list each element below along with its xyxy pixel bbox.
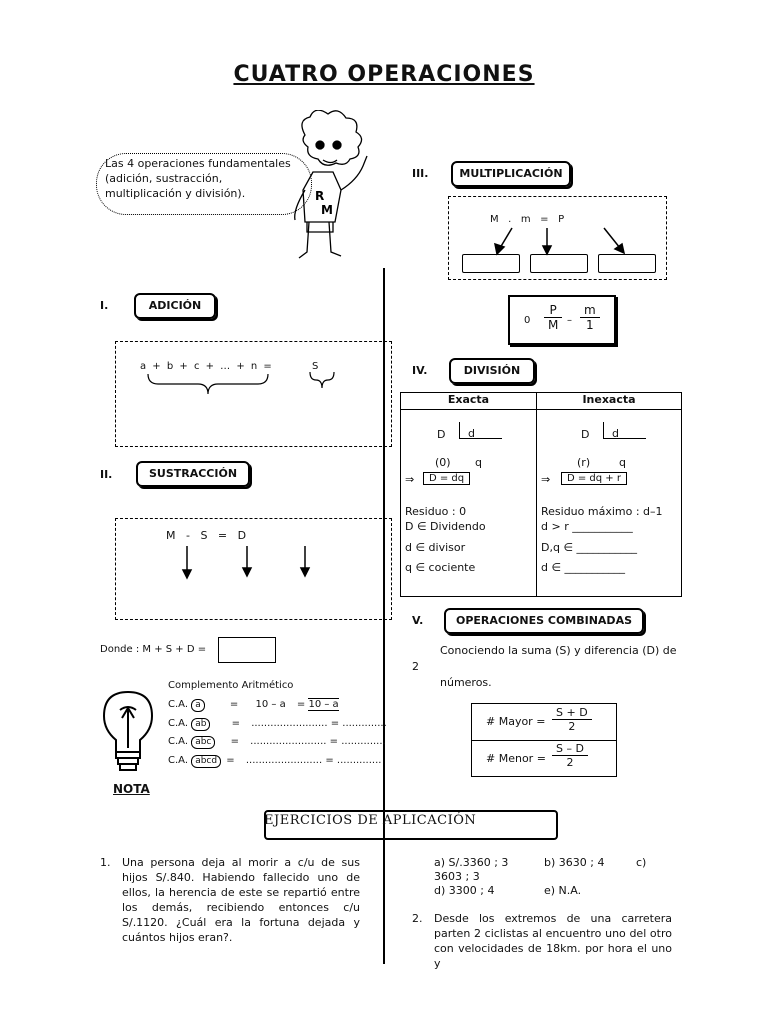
tag-combinadas: OPERACIONES COMBINADAS: [444, 608, 644, 634]
section-number-division: IV.: [412, 364, 428, 377]
answer-a: a) S/.3360 ; 3: [434, 856, 509, 869]
division-inexacta-cell: D d (r) q ⇒ D = dq + r Residuo máximo : d–1 d > r ___________ D,q ∈ ___________ d ∈ ___________: [537, 410, 682, 597]
intro-bubble: [96, 153, 312, 215]
implies-arrow-icon: ⇒: [541, 473, 551, 486]
multiplicacion-fraction-box: [508, 295, 616, 345]
multiplicacion-arrows: [460, 224, 660, 256]
lightbulb-icon: [98, 688, 158, 778]
implies-arrow-icon: ⇒: [405, 473, 415, 486]
tag-adicion: ADICIÓN: [134, 293, 216, 319]
intro-text: Las 4 operaciones fundamentales (adición, sustracción, multiplicación y división).: [105, 157, 291, 200]
complemento-row: C.A. abc = ........................ = ..............: [168, 736, 386, 747]
section-number-adicion: I.: [100, 299, 109, 312]
complemento-title: Complemento Aritmético: [168, 680, 294, 691]
division-exacta-cell: D d (0) q ⇒ D = dq Residuo : 0 D ∈ Dividendo d ∈ divisor q ∈ cociente: [401, 410, 537, 597]
tag-sustraccion: SUSTRACCIÓN: [136, 461, 250, 487]
combinadas-two: 2: [412, 660, 419, 673]
svg-text:M: M: [321, 203, 333, 217]
answer-d: d) 3300 ; 4: [434, 884, 495, 897]
combinadas-line2: números.: [440, 676, 492, 689]
page-title: CUATRO OPERACIONES: [233, 62, 535, 87]
adicion-result: S: [312, 361, 319, 372]
formula-exacta: D = dq: [423, 472, 470, 485]
complemento-row: C.A. ab = ........................ = ..............: [168, 717, 387, 729]
complemento-row: C.A. abcd = ........................ = ..............: [168, 754, 382, 766]
svg-text:R: R: [315, 189, 325, 203]
sustraccion-arrows: [175, 544, 315, 580]
combinadas-line1: Conociendo la suma (S) y diferencia (D) de: [440, 644, 677, 657]
producto-box[interactable]: [598, 254, 656, 273]
answer-c: c): [636, 856, 647, 869]
sustraccion-formula: M - S = D: [166, 529, 247, 542]
complemento-rows: [168, 696, 398, 770]
nota-label: NOTA: [113, 782, 150, 796]
problem2-text: Desde los extremos de una carretera parten 2 ciclistas al encuentro uno del otro con velocidades de 18km. por hora el uno y: [434, 912, 672, 970]
donde-answer-box[interactable]: [218, 637, 276, 663]
cartoon-character-illustration: [285, 110, 385, 265]
adicion-formula: a + b + c + … + n =: [140, 361, 272, 372]
donde-label: Donde : M + S + D =: [100, 644, 207, 655]
fraction-m-over-1: $\frac{m}{1}$: [580, 303, 600, 332]
problem2-number: 2.: [412, 912, 423, 925]
mayor-fraction: $\frac{S + D}{2}$: [552, 706, 592, 733]
fraction-p-over-m: $\frac{P}{M}$: [544, 303, 562, 332]
multiplicando-box[interactable]: [462, 254, 520, 273]
formula-inexacta: D = dq + r: [561, 472, 627, 485]
answer-c-value: 3603 ; 3: [434, 870, 480, 883]
multiplicador-box[interactable]: [530, 254, 588, 273]
tag-multiplicacion: MULTIPLICACIÓN: [451, 161, 571, 187]
adicion-braces: [146, 370, 366, 400]
problem1-text: Una persona deja al morir a c/u de sus hijos S/.840. Habiendo fallecido uno de ellos, la herencia de este se repartió entre los demás, recibiendo entonces c/u S/.1120. ¿Cuál era la fortuna dejada y cuántos hijos eran?.: [122, 856, 360, 944]
menor-fraction: $\frac{S - D}{2}$: [552, 742, 588, 769]
complemento-row: C.A. a = 10 – a = 10 – a: [168, 699, 339, 710]
answer-b: b) 3630 ; 4: [544, 856, 605, 869]
tag-division: DIVISIÓN: [449, 358, 535, 384]
division-header-exacta: Exacta: [401, 393, 537, 410]
division-table: [400, 392, 682, 597]
section-number-sustraccion: II.: [100, 468, 113, 481]
section-number-multiplicacion: III.: [412, 167, 429, 180]
ejercicios-title: EJERCICIOS DE APLICACIÓN: [264, 813, 477, 828]
division-header-inexacta: Inexacta: [537, 393, 682, 410]
section-number-combinadas: V.: [412, 614, 424, 627]
fraction-dash: –: [567, 315, 572, 326]
problem1-number: 1.: [100, 856, 111, 869]
answer-e: e) N.A.: [544, 884, 582, 897]
multiplicacion-formula: M . m = P: [490, 214, 565, 225]
combinadas-formula-box: # Mayor = $\frac{S + D}{2}$ # Menor = $\frac{S - D}{2}$: [471, 703, 617, 777]
fraction-prefix: 0: [524, 315, 531, 326]
